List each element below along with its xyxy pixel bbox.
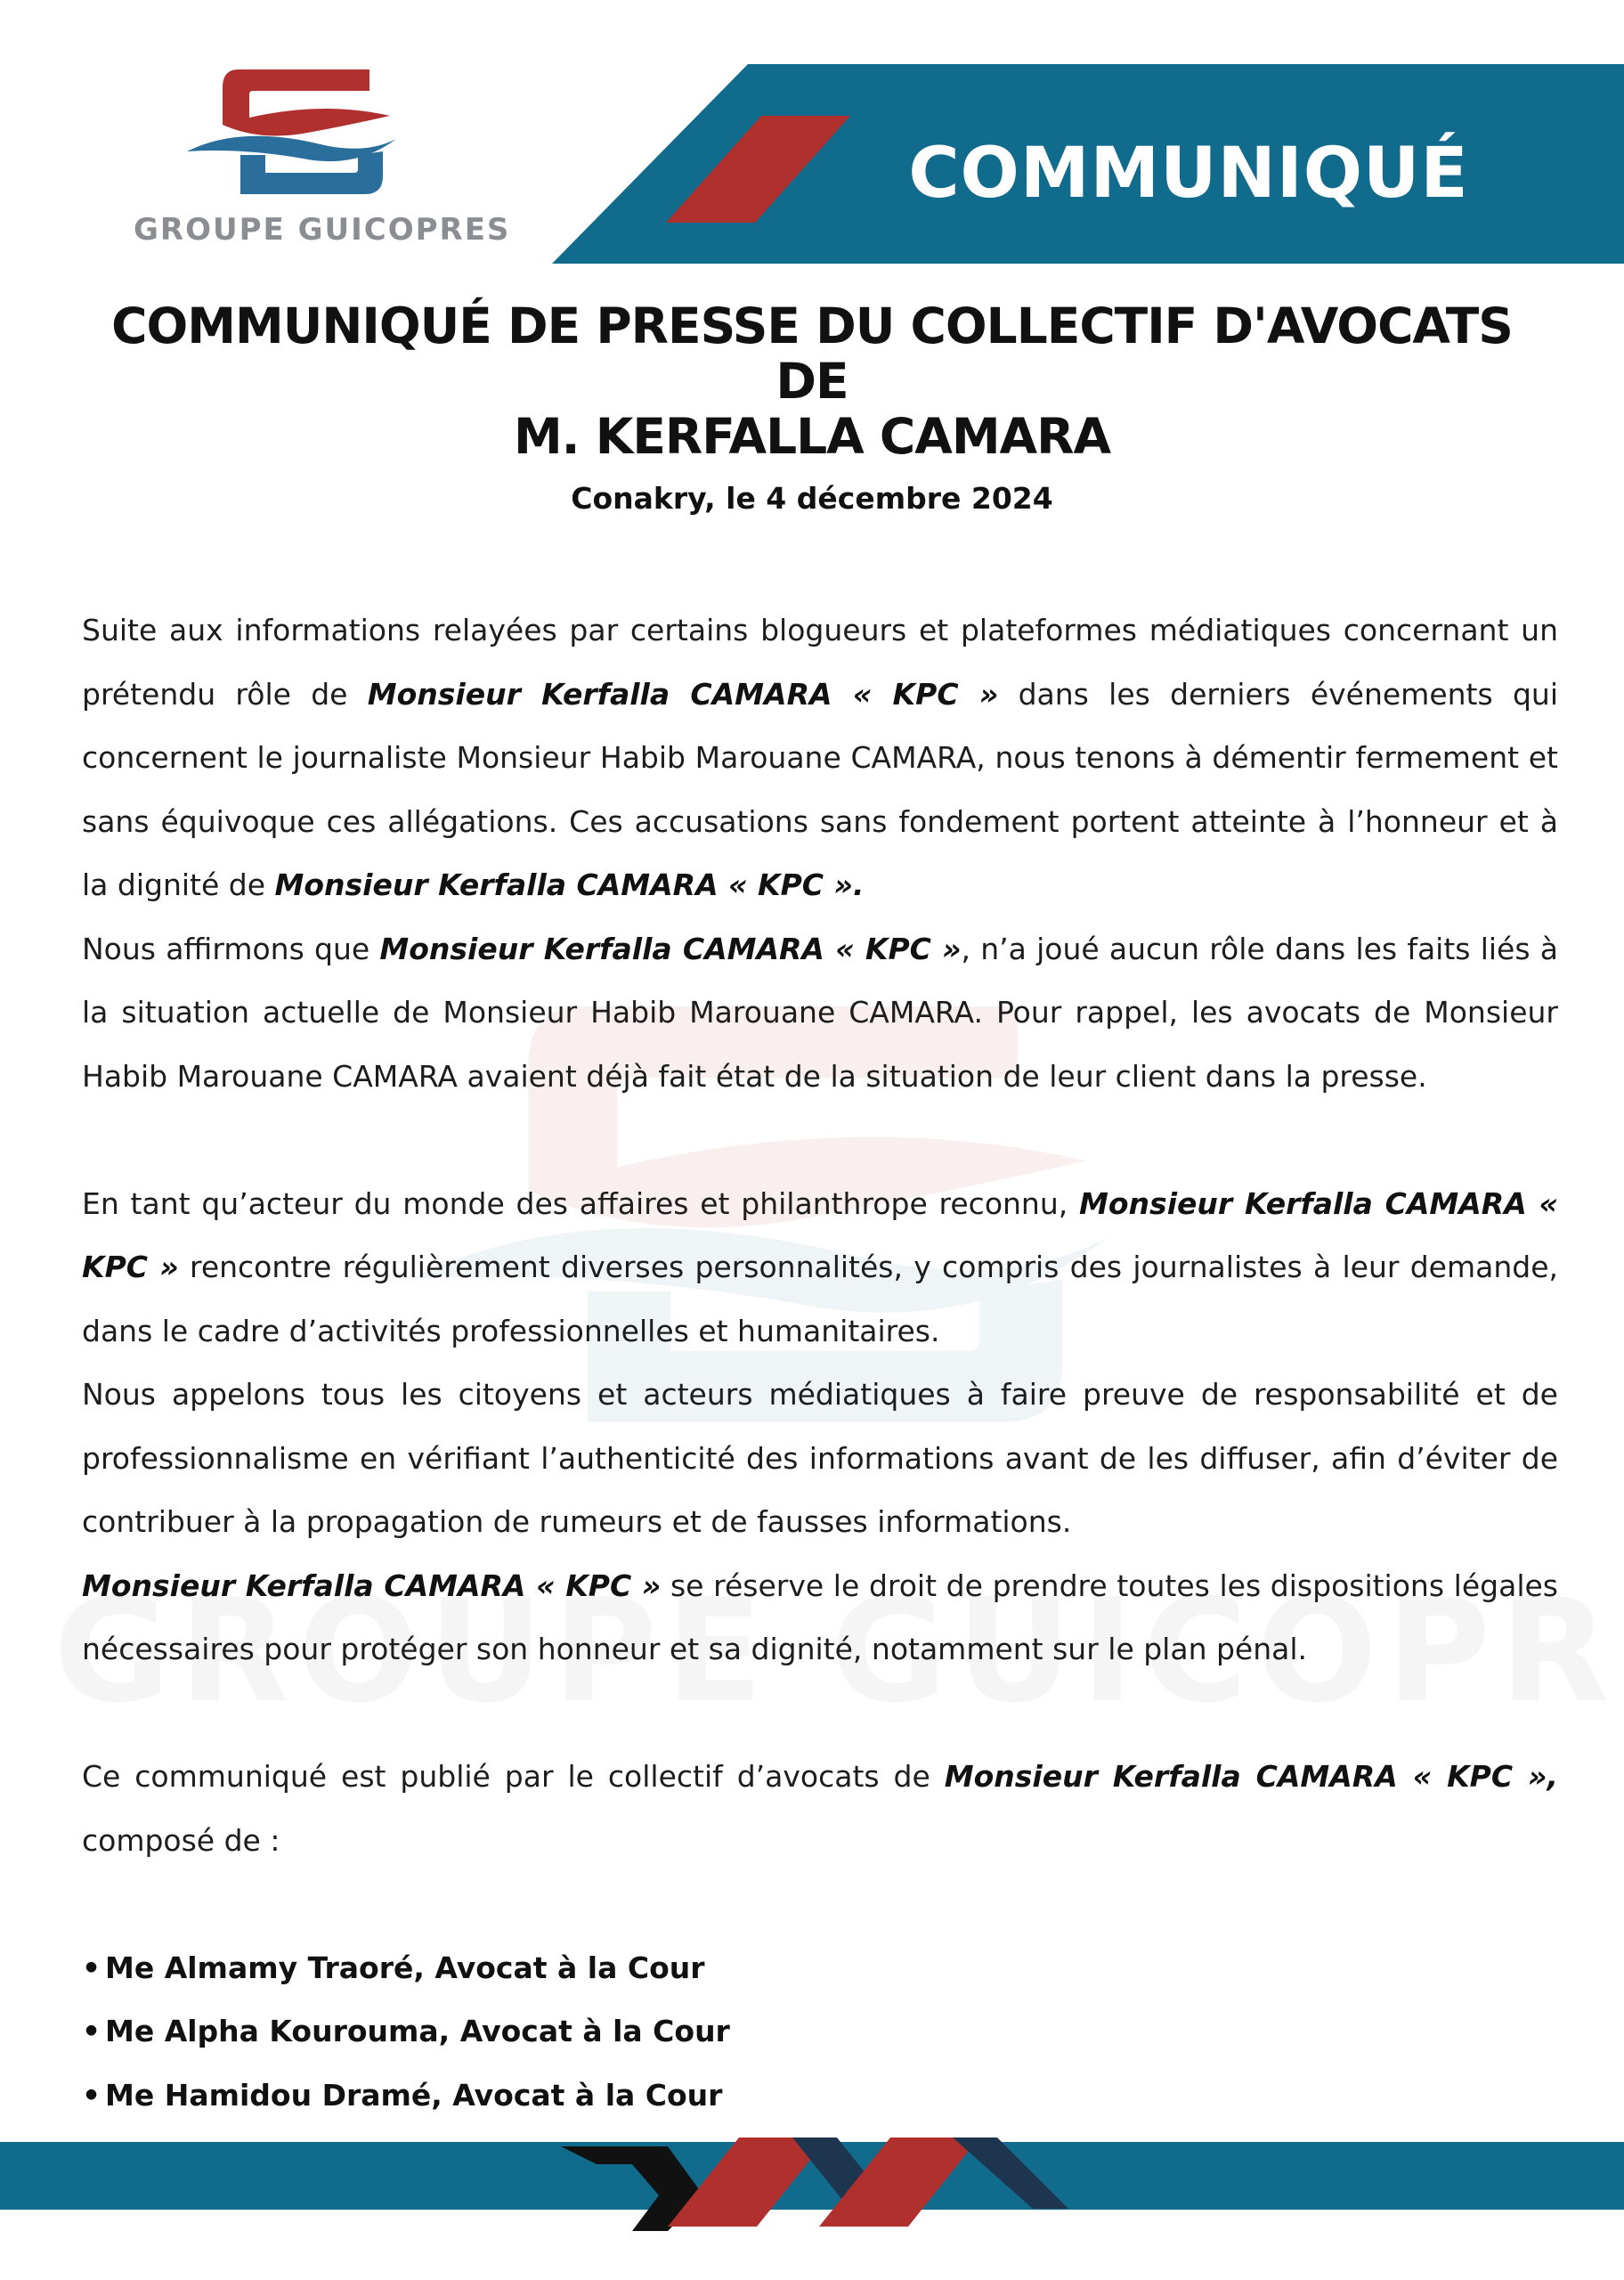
document-title [82, 298, 1542, 464]
paragraph-1: Suite aux informations relayées par certains blogueurs et plateformes médiatiques concernant un prétendu rôle de Monsieur Kerfalla CAMARA « KPC » dans les derniers événements qui concernent le journaliste Monsieur Habib Marouane CAMARA, nous tenons à démentir fermement et sans équivoque ces allégations. Ces accusations sans fondement portent atteinte à l’honneur et à la dignité de Monsieur Kerfalla CAMARA « KPC ». [82, 613, 1559, 902]
document-body [82, 598, 1558, 2127]
list-item: • Me Alpha Kourouma, Avocat à la Cour [82, 1999, 1558, 2064]
interlaced-ribbon-icon [534, 2111, 1086, 2235]
paragraph-4: Nous appelons tous les citoyens et acteurs médiatiques à faire preuve de responsabilité et de professionnalisme en vérifiant l’authenticité des informations avant de les diffuser, afin d’éviter de contribuer à la propagation de rumeurs et de fausses informations. [82, 1377, 1558, 1539]
list-item: • Me Hamidou Dramé, Avocat à la Cour [82, 2064, 1558, 2128]
guicopres-s-logo-icon [187, 62, 427, 205]
paragraph-2: Nous affirmons que Monsieur Kerfalla CAMARA « KPC », n’a joué aucun rôle dans les faits liés à la situation actuelle de Monsieur Habib Marouane CAMARA. Pour rappel, les avocats de Monsieur Habib Marouane CAMARA avaient déjà fait état de la situation de leur client dans la presse. [82, 931, 1558, 1094]
paragraph-5: Monsieur Kerfalla CAMARA « KPC » se réserve le droit de prendre toutes les dispositions légales nécessaires pour protéger son honneur et sa dignité, notamment sur le plan pénal. [82, 1568, 1558, 1666]
guicopres-logo [134, 62, 511, 258]
document-date: Conakry, le 4 décembre 2024 [571, 481, 1053, 516]
paragraph-3: En tant qu’acteur du monde des affaires et philanthrope reconnu, Monsieur Kerfalla CAMARA « KPC » rencontre régulièrement diverses personnalités, y compris des journalistes à leur demande, dans le cadre d’activités professionnelles et humanitaires. [82, 1185, 1558, 1348]
lawyers-list [82, 1936, 1558, 2128]
banner-title: COMMUNIQUÉ [908, 134, 1469, 214]
company-name: GROUPE GUICOPRES [134, 212, 511, 248]
title-line-1: COMMUNIQUÉ DE PRESSE DU COLLECTIF D'AVOCATS DE [111, 297, 1513, 410]
title-line-2: M. KERFALLA CAMARA [513, 408, 1111, 465]
paragraph-6: Ce communiqué est publié par le collectif d’avocats de Monsieur Kerfalla CAMARA « KPC », composé de : [82, 1759, 1559, 1858]
list-item: • Me Almamy Traoré, Avocat à la Cour [82, 1936, 1558, 2000]
